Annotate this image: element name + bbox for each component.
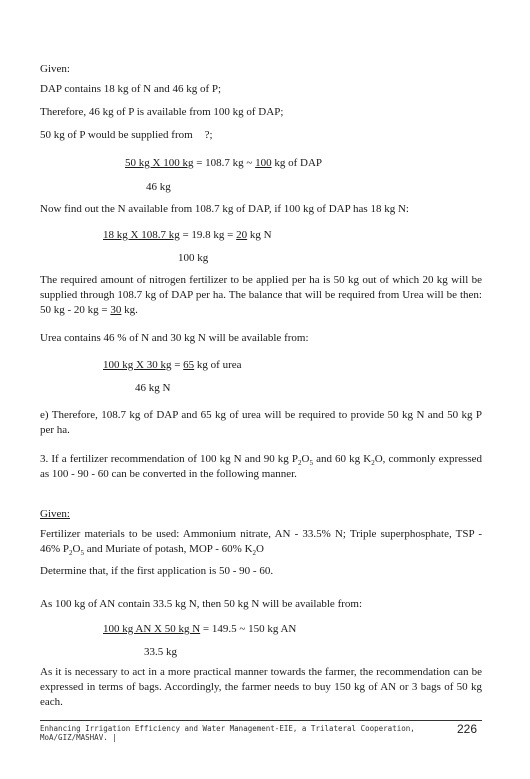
eq2-unit: kg N (247, 229, 272, 241)
urea-line: Urea contains 46 % of N and 30 kg N will be available from: (40, 332, 309, 344)
eq3-num: 100 kg X 30 kg (103, 359, 172, 371)
equation-4-numerator (103, 622, 433, 637)
therefore-e-line: e) Therefore, 108.7 kg of DAP and 65 kg of urea will be required to provide 50 kg N and 50 kg P per ha. (40, 409, 482, 436)
fert-c: O (72, 543, 81, 555)
equation-3-numerator (103, 358, 433, 373)
fertilizer-materials-paragraph (40, 527, 482, 557)
page-number: 226 (457, 722, 478, 736)
eq3-unit: kg of urea (194, 359, 242, 371)
fert-f: 2 (252, 549, 257, 558)
p3-d: 5 (309, 459, 313, 468)
required-amount-paragraph (40, 273, 482, 318)
p3-e: and 60 kg K (312, 453, 372, 465)
now-find-line: Now find out the N available from 108.7 kg of DAP, if 100 kg of DAP has 18 kg N: (40, 203, 409, 215)
required-end: kg. (121, 304, 138, 316)
eq3-rest: = (171, 359, 184, 371)
required-text: The required amount of nitrogen fertilizer to be applied per ha is 50 kg out of which 20 kg will be supplied through 108.7 kg of DAP per ha. The balance that will be required from Urea will be then: 50 kg - 20 kg = (40, 274, 482, 316)
fert-e: and Muriate of potash, MOP - 60% K (83, 543, 253, 555)
equation-1-denominator: 46 kg (146, 181, 171, 193)
50kg-p-text: 50 kg of P would be supplied from (40, 129, 193, 141)
practical-paragraph: As it is necessary to act in a more practical manner towards the farmer, the recommendation can be expressed in terms of bags. Accordingly, the farmer needs to buy 150 kg of AN or 3 bags of 50 kg each. (40, 666, 482, 708)
given-heading: Given: (40, 63, 70, 75)
eq2-round: 20 (236, 229, 248, 241)
determine-line: Determine that, if the first application is 50 - 90 - 60. (40, 565, 274, 577)
equation-3-denominator: 46 kg N (135, 382, 171, 394)
equation-4-denominator: 33.5 kg (144, 646, 177, 658)
50kg-p-question: ?; (204, 129, 213, 141)
equation-2-numerator (103, 228, 433, 243)
p3-a: 3. If a fertilizer recommendation of 100 kg N and 90 kg P (40, 453, 299, 465)
eq1-round: 100 (255, 157, 272, 169)
eq1-num: 50 kg X 100 kg (125, 157, 194, 169)
eq4-num: 100 kg AN X 50 kg N (103, 623, 201, 635)
dap-contains-line: DAP contains 18 kg of N and 46 kg of P; (40, 83, 222, 95)
fert-b: 2 (69, 549, 73, 558)
eq4-rest: = 149.5 ~ 150 kg AN (200, 623, 297, 635)
required-30: 30 (110, 304, 122, 316)
eq1-unit: kg of DAP (271, 157, 323, 169)
fert-a: Fertilizer materials to be used: Ammonium nitrate, AN - 33.5% N; Triple superphosphate, TSP - 46% P (40, 528, 482, 555)
footer-divider (40, 720, 482, 721)
p3-b: 2 (298, 459, 302, 468)
eq3-round: 65 (183, 359, 195, 371)
equation-2-denominator: 100 kg (178, 252, 209, 264)
as-100kg-line: As 100 kg of AN contain 33.5 kg N, then 50 kg N will be available from: (40, 598, 363, 610)
p3-c: O (301, 453, 310, 465)
fert-d: 5 (80, 549, 84, 558)
footer-text: Enhancing Irrigation Efficiency and Water Management-EIE, a Trilateral Cooperation, MoA/GIZ/MASHAV. | (40, 724, 415, 742)
recommendation-paragraph (40, 452, 482, 482)
equation-1-numerator (125, 156, 455, 171)
p3-f: 2 (371, 459, 375, 468)
eq2-rest: = 19.8 kg = (179, 229, 237, 241)
eq1-rest: = 108.7 kg ~ (193, 157, 256, 169)
p3-g: O, commonly expressed as 100 - 90 - 60 can be converted in the following manner. (40, 453, 482, 480)
50kg-p-line (40, 128, 482, 143)
fert-g: O (256, 543, 264, 555)
given-heading-2: Given: (40, 508, 70, 520)
therefore-46-line: Therefore, 46 kg of P is available from 100 kg of DAP; (40, 106, 284, 118)
eq2-num: 18 kg X 108.7 kg (103, 229, 180, 241)
